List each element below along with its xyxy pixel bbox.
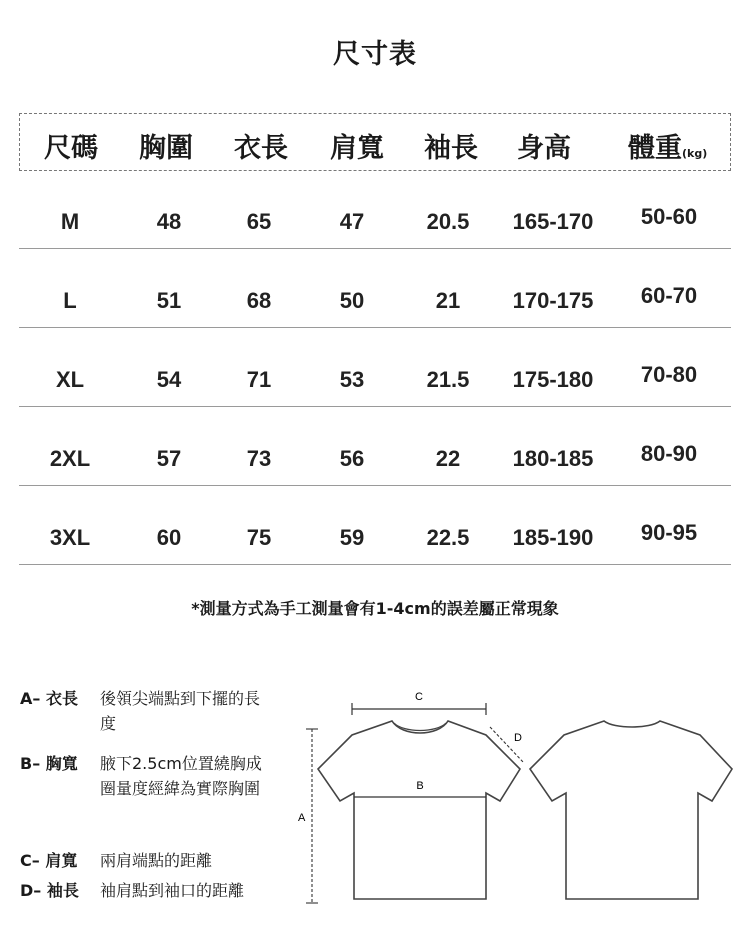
cell-length: 73 — [246, 446, 272, 471]
table-row — [19, 328, 731, 407]
cell-chest: 48 — [156, 209, 182, 234]
cell-sleeve: 21.5 — [426, 367, 470, 392]
cell-size: 2XL — [49, 446, 91, 471]
cell-height: 185-190 — [512, 525, 594, 550]
cell-sleeve: 22.5 — [426, 525, 470, 550]
cell-sleeve: 20.5 — [426, 209, 470, 234]
cell-size: M — [60, 209, 80, 234]
cell-weight: 70-80 — [640, 362, 698, 387]
cell-chest: 51 — [156, 288, 182, 313]
cell-shoulder: 53 — [339, 367, 365, 392]
table-row — [19, 407, 731, 486]
legend-key-d: D– 袖長 — [20, 881, 79, 900]
header-chest: 胸圍 — [139, 133, 193, 164]
table-row — [19, 170, 731, 249]
cell-length: 65 — [246, 209, 272, 234]
cell-weight: 60-70 — [640, 283, 698, 308]
legend-desc-a: 後領尖端點到下擺的長度 — [100, 689, 261, 733]
cell-chest: 57 — [156, 446, 182, 471]
table-row — [19, 486, 731, 565]
header-shoulder: 肩寬 — [330, 133, 384, 164]
cell-sleeve: 21 — [435, 288, 461, 313]
cell-weight: 90-95 — [640, 520, 698, 545]
legend-desc-d: 袖肩點到袖口的距離 — [100, 881, 245, 900]
cell-size: XL — [55, 367, 85, 392]
label-d: D — [514, 732, 522, 744]
cell-height: 165-170 — [512, 209, 594, 234]
cell-height: 180-185 — [512, 446, 594, 471]
cell-chest: 60 — [156, 525, 182, 550]
legend-key-c: C– 肩寬 — [20, 851, 78, 870]
cell-chest: 54 — [156, 367, 182, 392]
cell-height: 170-175 — [512, 288, 594, 313]
header-weight — [628, 126, 707, 165]
measurement-note: *測量方式為手工測量會有1-4cm的誤差屬正常現象 — [191, 599, 559, 618]
page-title: 尺寸表 — [333, 39, 417, 70]
table-row — [19, 249, 731, 328]
tshirt-measurement-diagram — [290, 683, 740, 913]
cell-length: 71 — [246, 367, 272, 392]
legend-key-b: B– 胸寬 — [20, 754, 78, 773]
cell-weight: 80-90 — [640, 441, 698, 466]
cell-size: 3XL — [49, 525, 91, 550]
tshirt-back-outline — [530, 721, 732, 899]
cell-size: L — [63, 288, 77, 313]
cell-shoulder: 59 — [339, 525, 365, 550]
row-divider — [19, 564, 731, 565]
label-b: B — [416, 780, 424, 792]
cell-shoulder: 56 — [339, 446, 365, 471]
cell-height: 175-180 — [512, 367, 594, 392]
header-length: 衣長 — [234, 133, 288, 164]
label-c: C — [415, 691, 423, 703]
header-height: 身高 — [517, 133, 571, 164]
legend-key-a: A– 衣長 — [20, 689, 78, 708]
cell-length: 75 — [246, 525, 272, 550]
header-weight-label: 體重 — [628, 133, 682, 164]
label-a: A — [298, 812, 306, 824]
cell-shoulder: 50 — [339, 288, 365, 313]
cell-weight: 50-60 — [640, 204, 698, 229]
header-sleeve: 袖長 — [424, 133, 478, 164]
weight-unit: (kg) — [682, 147, 708, 160]
tshirt-front-outline — [318, 721, 520, 899]
cell-sleeve: 22 — [435, 446, 461, 471]
legend-desc-c: 兩肩端點的距離 — [100, 851, 213, 870]
cell-shoulder: 47 — [339, 209, 365, 234]
cell-length: 68 — [246, 288, 272, 313]
header-size: 尺碼 — [44, 133, 98, 164]
legend-desc-b: 腋下2.5cm位置繞胸成圈量度經緯為實際胸圍 — [100, 754, 262, 798]
